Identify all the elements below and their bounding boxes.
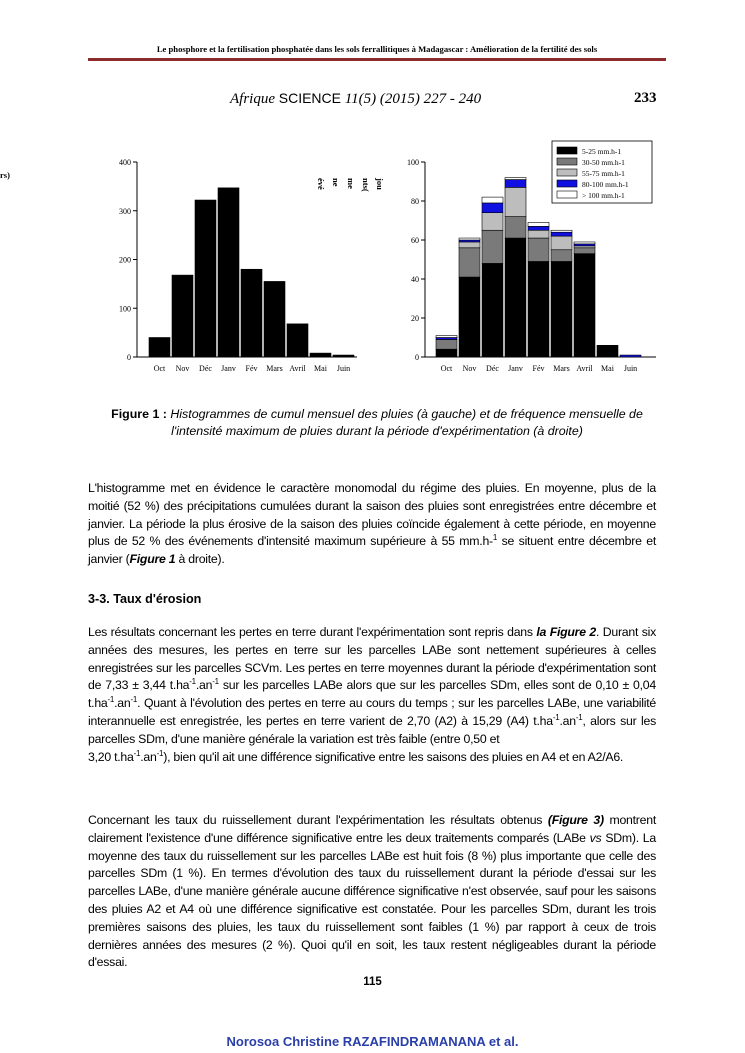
left-chart-y-tick-label: 200 — [119, 255, 131, 265]
figure-caption — [88, 406, 666, 440]
p3-text-c: SDm). La moyenne des taux du ruissellement sur les parcelles LABe est huit fois (8 %) plus importante que celle des parcelles SDm (1 %). En termes d'évolution des taux du ruissellement durant la période d'essai sur les parcelles LABe, d'une manière générale aucune différence significative n'est observée, sauf pour les saisons des pluies A2 et A4 où une différence significative est constatée. Pour les parcelles SDm, durant les trois premières saisons des pluies, les taux du ruissellement sont faibles (1 %) par rapport à ceux de trois dernières années des mesures (2 %). Quoi qu'il en soit, les taux restent négligeables durant la période d'essai. — [88, 830, 656, 970]
right-chart-bar-segment — [574, 248, 595, 254]
journal-name: SCIENCE — [278, 90, 341, 106]
caption-label: Figure 1 : — [111, 407, 167, 421]
p3-text-b: montrent clairement l'existence d'une différence significative entre les deux traitements comparés (LABe — [88, 813, 656, 845]
right-chart-x-tick-label: Avril — [576, 364, 593, 373]
right-chart-bar-segment — [528, 226, 549, 230]
left-chart-bar — [195, 200, 216, 357]
right-chart-y-tick-label: 20 — [411, 314, 419, 323]
right-chart-bar-segment — [597, 345, 618, 357]
right-chart-x-tick-label: Janv — [508, 364, 523, 373]
left-chart-x-tick-label: Avril — [289, 364, 306, 373]
right-chart-bar-segment — [551, 232, 572, 236]
right-chart-bar-segment — [436, 349, 457, 357]
section-title: 3-3. Taux d'érosion — [88, 592, 202, 606]
unit: .an — [195, 678, 213, 693]
left-chart-x-tick-label: Déc — [199, 364, 212, 373]
legend-swatch — [557, 169, 577, 176]
right-chart-bar-segment — [482, 263, 503, 357]
left-chart-y-tick-label: 400 — [119, 158, 131, 167]
right-chart-x-tick-label: Fév — [532, 364, 545, 373]
right-chart-bar-segment — [505, 187, 526, 216]
right-chart-bar-segment — [505, 217, 526, 238]
right-chart-y-tick-label: 0 — [415, 353, 419, 362]
p1-figure-ref: Figure 1 — [129, 552, 176, 567]
right-chart-bar-segment — [436, 336, 457, 338]
right-chart-bar-segment — [505, 178, 526, 180]
right-chart-y-tick-label: 60 — [411, 236, 419, 245]
right-chart-y-tick-label: 40 — [411, 275, 419, 284]
journal-prefix: Afrique — [230, 91, 275, 107]
right-chart-bar-segment — [436, 339, 457, 349]
legend-label: 80-100 mm.h-1 — [582, 180, 629, 189]
right-chart-x-tick-label: Nov — [462, 364, 477, 373]
paragraph-2 — [88, 624, 656, 766]
right-chart-bar-segment — [482, 230, 503, 263]
p2-text-c: sur les parcelles LABe alors que sur les parcelles SDm, elles sont de 0,10 ± 0,04 t.ha — [88, 678, 656, 711]
right-chart-bar-segment — [505, 238, 526, 357]
footer-page-number: 115 — [363, 976, 382, 988]
left-chart-y-label: rs) — [0, 170, 10, 180]
right-chart-bar-segment — [551, 261, 572, 357]
left-chart-x-tick-label: Janv — [221, 364, 236, 373]
right-chart-x-tick-label: Juin — [623, 364, 638, 373]
legend-label: > 100 mm.h-1 — [582, 191, 625, 200]
right-chart-x-tick-label: Mars — [553, 364, 570, 373]
right-chart-bar-segment — [551, 236, 572, 250]
left-chart-x-tick-label: Mars — [266, 364, 283, 373]
right-chart-x-tick-label: Oct — [440, 364, 453, 373]
p2-figure-ref: la Figure 2 — [536, 625, 596, 639]
unit: .an — [559, 713, 576, 728]
right-chart-bar-segment — [551, 230, 572, 232]
journal-page-number: 233 — [634, 90, 657, 106]
footer-author: Norosoa Christine RAZAFINDRAMANANA et al. — [226, 1034, 519, 1049]
right-chart-bar-segment — [505, 180, 526, 188]
unit: .an — [114, 696, 131, 711]
legend-swatch — [557, 147, 577, 154]
legend-label: 5-25 mm.h-1 — [582, 147, 622, 156]
sup: -1 — [189, 677, 196, 687]
right-chart-bar-segment — [459, 277, 480, 357]
right-chart-y-tick-label: 100 — [407, 158, 419, 167]
sup: -1 — [107, 695, 115, 705]
left-chart-bar — [241, 269, 262, 357]
left-chart-x-tick-label: Oct — [153, 364, 166, 373]
left-chart-x-tick-label: Juin — [336, 364, 351, 373]
p1-text-b: se situent entre décembre et janvier ( — [88, 534, 656, 567]
sup: -1 — [575, 712, 583, 722]
figure-1 — [0, 0, 745, 400]
right-chart-bar-segment — [528, 222, 549, 226]
left-chart-y-label: jou — [375, 178, 385, 190]
left-chart-y-label: ne — [331, 178, 341, 187]
right-chart-bar-segment — [620, 355, 641, 357]
left-chart-bar — [172, 275, 193, 357]
running-title: Le phosphore et la fertilisation phosphatée dans les sols ferrallitiques à Madagascar : Amélioration de la fertilité des sols — [156, 44, 598, 54]
left-chart-y-label: me — [346, 178, 356, 189]
p1-text-a: L'histogramme met en évidence le caractère monomodal du régime des pluies. En moyenne, plus de la moitié (52 %) des précipitations cumulées durant la saison des pluies sont enregistrées entre décembre et janvier. La période la plus érosive de la saison des pluies coïncide également à cette période, en moyenne plus de 52 % des événements d'intensité maximum supérieure à 55 mm.h- — [88, 481, 656, 549]
left-chart-bar — [264, 281, 285, 357]
sup: -1 — [156, 748, 164, 758]
caption-text: Histogrammes de cumul mensuel des pluies (à gauche) et de fréquence mensuelle de l'intensité maximum de pluies durant la période d'expérimentation (à droite) — [170, 407, 643, 438]
left-chart-x-tick-label: Nov — [175, 364, 190, 373]
right-chart-bar-segment — [528, 238, 549, 261]
p1-text-c: à droite). — [175, 552, 225, 567]
sup: -1 — [133, 748, 141, 758]
legend-swatch — [557, 191, 577, 198]
left-chart-x-tick-label: Mai — [314, 364, 327, 373]
p2-text-e: , alors sur les parcelles SDm, d'une manière générale la variation est très faible (entre 0,50 et — [88, 713, 656, 746]
left-chart-x-tick-label: Fév — [245, 364, 258, 373]
right-chart-bar-segment — [459, 238, 480, 240]
right-chart-bar-segment — [574, 242, 595, 244]
right-chart-bar-segment — [482, 213, 503, 231]
journal-issue: 11(5) (2015) 227 - 240 — [344, 91, 482, 107]
p1-sup: 1 — [492, 533, 498, 543]
left-chart-y-label: nts( — [361, 178, 371, 192]
left-chart-y-tick-label: 0 — [127, 353, 131, 362]
left-chart-y-label: évé — [316, 178, 326, 190]
right-chart-bar-segment — [528, 261, 549, 357]
sup: -1 — [212, 677, 219, 687]
p2-text-b: . Durant six années des mesures, les pertes en terre sur les parcelles LABe sont nettement supérieures à celles enregistrées sur les parcelles SCVm. Les pertes en terre moyennes durant la période d'expérimentation sont de 7,33 ± 3,44 t.ha — [88, 625, 656, 693]
right-chart-bar-segment — [551, 250, 572, 262]
p2-text-d: . Quant à l'évolution des pertes en terre au cours du temps ; sur les parcelles LABe, une variabilité interannuelle est enregistrée, les pertes en terre varient de 2,70 (A2) à 15,29 (A4) t.ha — [88, 696, 656, 728]
legend-swatch — [557, 158, 577, 165]
sup: -1 — [130, 695, 138, 705]
left-chart-bar — [287, 324, 308, 357]
right-chart-x-tick-label: Mai — [601, 364, 614, 373]
right-chart-bar-segment — [574, 254, 595, 357]
right-chart-x-tick-label: Déc — [486, 364, 499, 373]
left-chart-y-tick-label: 100 — [119, 304, 131, 314]
legend-label: 55-75 mm.h-1 — [582, 169, 625, 178]
right-chart-bar-segment — [528, 230, 549, 238]
legend-label: 30-50 mm.h-1 — [582, 158, 625, 167]
p3-text-a: Concernant les taux du ruissellement durant l'expérimentation les résultats obtenus — [88, 813, 548, 827]
p3-vs: vs — [589, 830, 602, 845]
left-chart-bar — [218, 188, 239, 357]
p3-figure-ref: (Figure 3) — [547, 813, 604, 827]
p2-text-g: ), bien qu'il ait une différence significative entre les saisons des pluies en A4 et en A2/A6. — [163, 749, 624, 764]
paragraph-1 — [88, 480, 656, 569]
right-chart-y-tick-label: 80 — [411, 197, 419, 206]
legend-swatch — [557, 180, 577, 187]
right-chart-bar-segment — [459, 248, 480, 277]
p2-text-f: 3,20 t.ha — [88, 749, 134, 764]
p2-text-a: Les résultats concernant les pertes en terre durant l'expérimentation sont repris dans — [88, 625, 537, 639]
left-chart-y-tick-label: 300 — [119, 206, 131, 216]
right-chart-bar-segment — [482, 197, 503, 203]
left-chart-bar — [333, 355, 354, 357]
left-chart-bar — [310, 353, 331, 357]
sup: -1 — [552, 712, 560, 722]
paragraph-3 — [88, 812, 656, 972]
unit: .an — [140, 749, 157, 764]
right-chart-bar-segment — [459, 242, 480, 248]
right-chart-bar-segment — [482, 203, 503, 213]
left-chart-bar — [149, 338, 170, 358]
